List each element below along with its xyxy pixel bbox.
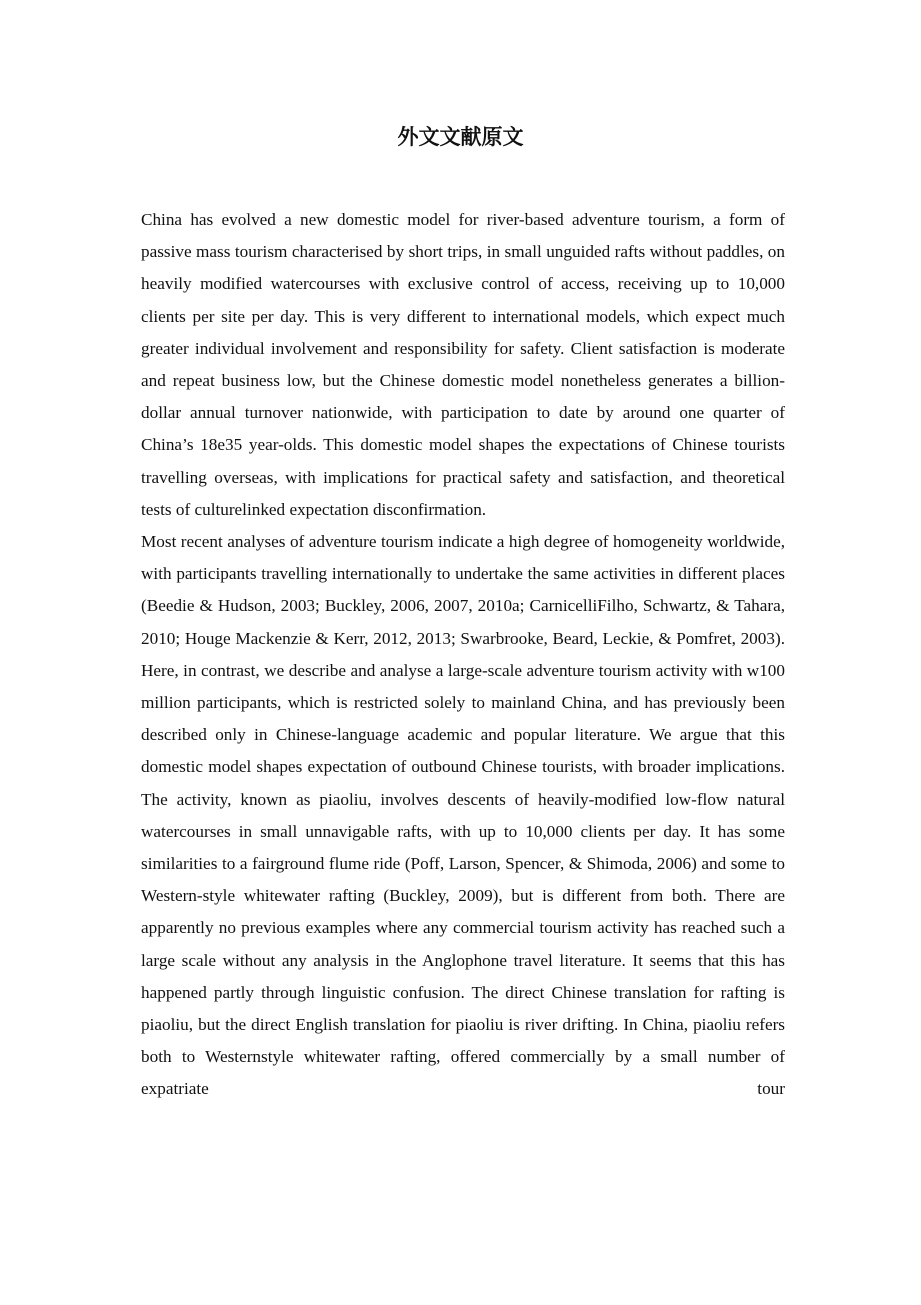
paragraph-abstract: China has evolved a new domestic model for river-based adventure tourism, a form of passive mass tourism characterised by short trips, in small unguided rafts without paddles, on heavily modified watercourses with exclusive control of access, receiving up to 10,000 clients per site per day. This is very different to international models, which expect much greater individual involvement and responsibility for safety. Client satisfaction is moderate and repeat business low, but the Chinese domestic model nonetheless generates a billion-dollar annual turnover nationwide, with participation to date by around one quarter of China’s 18e35 year-olds. This domestic model shapes the expectations of Chinese tourists travelling overseas, with implications for practical safety and satisfaction, and theoretical tests of culturelinked expectation disconfirmation.	[141, 210, 785, 519]
paragraph-introduction: Most recent analyses of adventure tourism indicate a high degree of homogeneity worldwide, with participants travelling internationally to undertake the same activities in different places (Beedie & Hudson, 2003; Buckley, 2006, 2007, 2010a; CarnicelliFilho, Schwartz, & Tahara, 2010; Houge Mackenzie & Kerr, 2012, 2013; Swarbrooke, Beard, Leckie, & Pomfret, 2003). Here, in contrast, we describe and analyse a large-scale adventure tourism activity with w100 million participants, which is restricted solely to mainland China, and has previously been described only in Chinese-language academic and popular literature. We argue that this domestic model shapes expectation of outbound Chinese tourists, with broader implications. The activity, known as piaoliu, involves descents of heavily-modified low-flow natural watercourses in small unnavigable rafts, with up to 10,000 clients per day. It has some similarities to a fairground flume ride (Poff, Larson, Spencer, & Shimoda, 2006) and some to Western-style whitewater rafting (Buckley, 2009), but is different from both. There are apparently no previous examples where any commercial tourism activity has reached such a large scale without any analysis in the Anglophone travel literature. It seems that this has happened partly through linguistic confusion. The direct Chinese translation for rafting is piaoliu, but the direct English translation for piaoliu is river drifting. In China, piaoliu refers both to Westernstyle whitewater rafting, offered commercially by a small number of expatriate tour	[141, 532, 785, 1099]
document-title: 外文文献原文	[397, 125, 524, 149]
document-body	[141, 204, 785, 1106]
